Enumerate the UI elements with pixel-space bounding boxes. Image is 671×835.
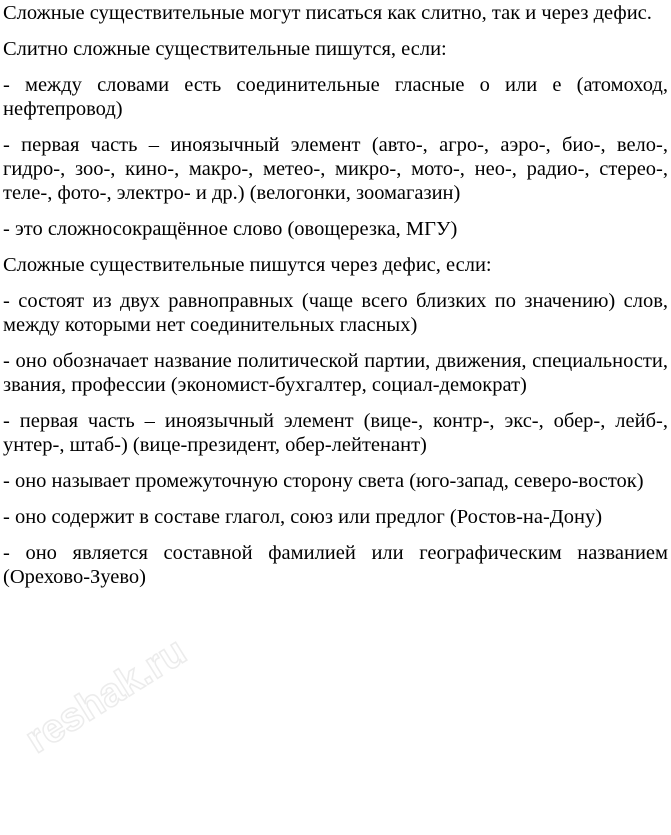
- hyphen-rule-cardinal-direction: - оно называет промежуточную сторону света (юго-запад, северо-восток): [3, 470, 644, 492]
- hyphen-rule-verb-conjunction: - оно содержит в составе глагол, союз или предлог (Ростов-на-Дону): [3, 506, 603, 528]
- watermark-logo: [8, 614, 236, 813]
- hyphen-spelling-heading: Сложные существительные пишутся через дефис, если:: [3, 254, 492, 276]
- watermark-text: reshak.ru: [17, 629, 194, 762]
- hyphen-rule-foreign-element: - первая часть – иноязычный элемент (вице-, контр-, экс-, обер-, лейб-, унтер-, штаб-) (вице-президент, обер-лейтенант): [3, 410, 668, 456]
- closed-rule-connecting-vowels: - между словами есть соединительные гласные о или е (атомоход, нефтепровод): [3, 74, 668, 120]
- closed-rule-abbreviation: - это сложносокращённое слово (овощерезка, МГУ): [3, 218, 458, 240]
- hyphen-rule-surname-geo: - оно является составной фамилией или географическим названием (Орехово-Зуево): [3, 542, 668, 588]
- intro-paragraph: Сложные существительные могут писаться как слитно, так и через дефис.: [3, 2, 652, 24]
- hyphen-rule-equal-words: - состоят из двух равноправных (чаще всего близких по значению) слов, между которыми нет соединительных гласных): [3, 290, 668, 336]
- closed-spelling-heading: Слитно сложные существительные пишутся, если:: [3, 38, 447, 60]
- hyphen-rule-party-profession: - оно обозначает название политической партии, движения, специальности, звания, профессии (экономист-бухгалтер, социал-демократ): [3, 350, 668, 396]
- document-body: [3, 1, 668, 589]
- closed-rule-foreign-element: - первая часть – иноязычный элемент (авто-, агро-, аэро-, био-, вело-, гидро-, зоо-, кино-, макро-, метео-, микро-, мото-, нео-, радио-, стерео-, теле-, фото-, электро- и др.) (велогонки, зоомагазин): [3, 134, 668, 204]
